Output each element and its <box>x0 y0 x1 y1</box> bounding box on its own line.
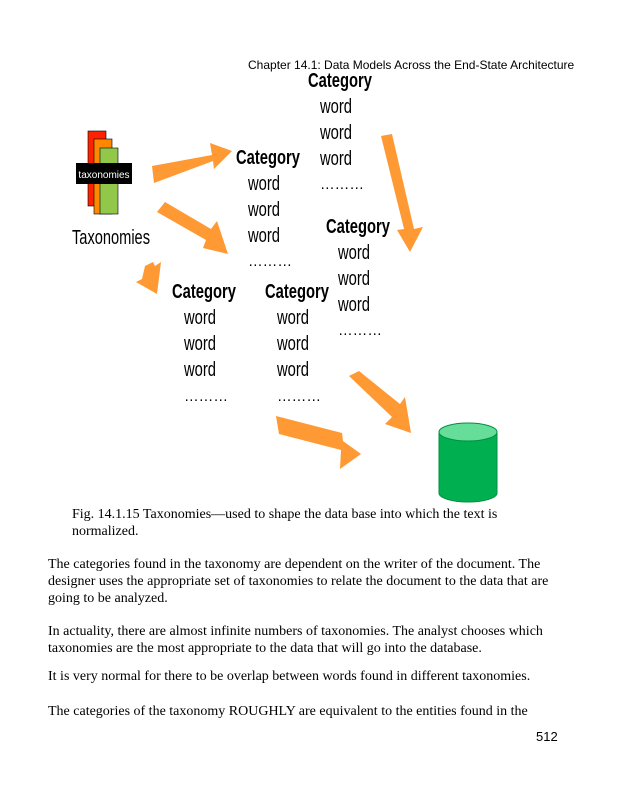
taxonomies-label: Taxonomies <box>72 227 150 249</box>
arrow-icon <box>349 371 411 433</box>
category-ellipsis: ……… <box>248 253 292 270</box>
category-list-middle-right <box>326 216 391 339</box>
category-word: word <box>247 225 280 247</box>
category-word: word <box>276 359 309 381</box>
category-ellipsis: ……… <box>320 176 364 193</box>
category-title: Category <box>308 70 373 92</box>
category-title: Category <box>265 281 330 303</box>
category-word: word <box>247 199 280 221</box>
database-cylinder-icon <box>439 423 497 502</box>
taxonomy-stack-icon <box>76 131 132 214</box>
category-title: Category <box>236 147 301 169</box>
taxonomy-box-label: taxonomies <box>78 170 130 181</box>
category-word: word <box>319 96 352 118</box>
category-word: word <box>319 122 352 144</box>
category-list-bottom-right <box>265 281 330 405</box>
figure-caption: Fig. 14.1.15 Taxonomies—used to shape the data base into which the text is normalized. <box>72 507 498 539</box>
paragraph: The categories found in the taxonomy are dependent on the writer of the document. The designer uses the appropriate set of taxonomies to relate the document to the data that are going to be analyzed. <box>48 557 549 606</box>
paragraph: The categories of the taxonomy ROUGHLY are equivalent to the entities found in the <box>48 704 528 719</box>
chapter-header: Chapter 14.1: Data Models Across the End-State Architecture <box>248 58 575 72</box>
category-ellipsis: ……… <box>184 388 228 405</box>
paragraph: It is very normal for there to be overlap between words found in different taxonomies. <box>48 669 531 684</box>
category-word: word <box>247 173 280 195</box>
category-word: word <box>337 294 370 316</box>
category-list-top <box>308 70 373 193</box>
category-ellipsis: ……… <box>338 322 382 339</box>
category-word: word <box>319 148 352 170</box>
category-word: word <box>337 242 370 264</box>
category-word: word <box>276 307 309 329</box>
category-word: word <box>183 333 216 355</box>
arrow-icon <box>152 143 232 183</box>
category-title: Category <box>326 216 391 238</box>
category-ellipsis: ……… <box>277 388 321 405</box>
category-list-bottom-left <box>172 281 237 405</box>
arrow-icon <box>157 202 228 254</box>
arrow-icon <box>136 262 161 294</box>
page-number: 512 <box>536 729 558 744</box>
category-word: word <box>183 307 216 329</box>
arrow-icon <box>276 416 361 469</box>
category-title: Category <box>172 281 237 303</box>
category-word: word <box>337 268 370 290</box>
category-word: word <box>183 359 216 381</box>
category-list-middle-left <box>236 147 301 270</box>
category-word: word <box>276 333 309 355</box>
paragraph: In actuality, there are almost infinite numbers of taxonomies. The analyst chooses which taxonomies are the most appropriate to the data that will go into the database. <box>48 624 543 656</box>
